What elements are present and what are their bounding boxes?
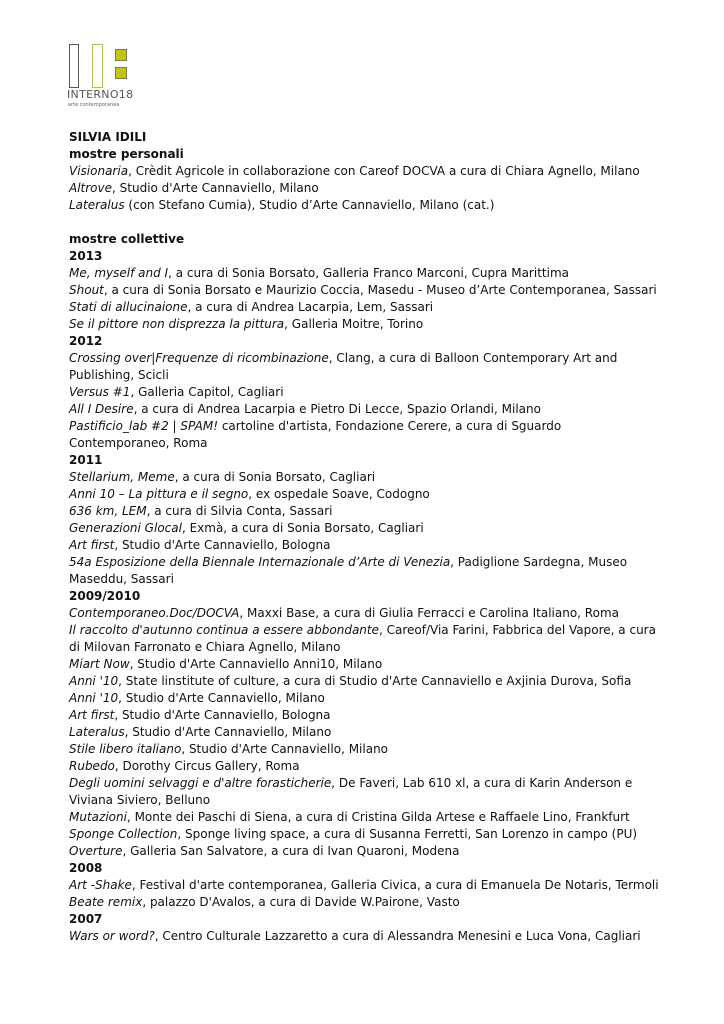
exhibition-title: 636 km, LEM <box>69 504 147 518</box>
year-heading: 2008 <box>69 861 103 875</box>
exhibition-entry <box>69 520 659 537</box>
exhibition-details: , Studio d'Arte Cannaviello, Bologna <box>114 708 331 722</box>
exhibition-details: , Studio d'Arte Cannaviello, Bologna <box>114 538 331 552</box>
exhibition-details: , a cura di Silvia Conta, Sassari <box>146 504 333 518</box>
exhibition-details: , Centro Culturale Lazzaretto a cura di Alessandra Menesini e Luca Vona, Cagliari <box>154 929 641 943</box>
exhibition-title: Generazioni Glocal <box>69 521 182 535</box>
exhibition-details: , Padiglione Sardegna, Museo Maseddu, Sassari <box>69 555 628 586</box>
exhibition-details: , Studio d'Arte Cannaviello Anni10, Milano <box>129 657 383 671</box>
exhibition-entry <box>69 707 659 724</box>
exhibition-title: Miart Now <box>69 657 130 671</box>
exhibition-title: Stellarium, Meme <box>69 470 175 484</box>
exhibition-entry <box>69 350 659 384</box>
exhibition-entry <box>69 384 659 401</box>
exhibition-entry <box>69 265 659 282</box>
exhibition-entry <box>69 197 659 214</box>
exhibition-entry <box>69 418 659 452</box>
exhibition-entry <box>69 622 659 656</box>
logo-subtitle: arte contemporanea <box>68 102 120 108</box>
year-heading: 2011 <box>69 453 103 467</box>
exhibition-entry <box>69 401 659 418</box>
exhibition-details: , Galleria San Salvatore, a cura di Ivan Quaroni, Modena <box>122 844 460 858</box>
exhibition-title: Pastificio_lab #2 | SPAM! <box>69 419 219 433</box>
exhibition-title: Stati di allucinaione <box>69 300 188 314</box>
exhibition-title: Anni '10 <box>69 691 119 705</box>
exhibition-title: Overture <box>69 844 123 858</box>
exhibition-entry <box>69 724 659 741</box>
exhibition-title: Art -Shake <box>69 878 132 892</box>
exhibition-title: Se il pittore non disprezza la pittura <box>69 317 285 331</box>
exhibition-details: , Clang, a cura di Balloon Contemporary Art and Publishing, Scicli <box>69 351 618 382</box>
year-heading: 2013 <box>69 249 103 263</box>
exhibition-entry <box>69 163 659 180</box>
personal-heading: mostre personali <box>69 147 184 161</box>
exhibition-details: cartoline d'artista, Fondazione Cerere, a cura di Sguardo Contemporaneo, Roma <box>69 419 562 450</box>
logo-square-top <box>115 49 127 61</box>
exhibition-entry <box>69 673 659 690</box>
exhibition-entry <box>69 843 659 860</box>
exhibition-entry <box>69 282 659 299</box>
exhibition-title: Shout <box>69 283 104 297</box>
exhibition-title: Contemporaneo.Doc/DOCVA <box>69 606 240 620</box>
exhibition-entry <box>69 809 659 826</box>
exhibition-details: (con Stefano Cumia), Studio d’Arte Cannaviello, Milano (cat.) <box>124 198 495 212</box>
logo-bar-gray <box>69 44 79 88</box>
personal-exhibitions-list <box>69 163 659 214</box>
exhibition-entry <box>69 469 659 486</box>
exhibition-title: Rubedo <box>69 759 115 773</box>
exhibition-title: Art first <box>69 538 115 552</box>
exhibition-entry <box>69 605 659 622</box>
group-exhibitions-list <box>69 248 659 945</box>
exhibition-title: Stile libero italiano <box>69 742 182 756</box>
exhibition-entry <box>69 180 659 197</box>
exhibition-entry <box>69 894 659 911</box>
exhibition-title: All I Desire <box>69 402 134 416</box>
cv-content <box>69 129 659 945</box>
year-heading: 2007 <box>69 912 103 926</box>
exhibition-details: , Galleria Capitol, Cagliari <box>130 385 284 399</box>
exhibition-entry <box>69 826 659 843</box>
exhibition-details: , ex ospedale Soave, Codogno <box>248 487 430 501</box>
exhibition-details: , Galleria Moitre, Torino <box>284 317 424 331</box>
exhibition-entry <box>69 690 659 707</box>
exhibition-entry <box>69 758 659 775</box>
exhibition-entry <box>69 503 659 520</box>
exhibition-entry <box>69 928 659 945</box>
exhibition-title: Anni 10 – La pittura e il segno <box>69 487 249 501</box>
year-heading: 2012 <box>69 334 103 348</box>
exhibition-title: Me, myself and I <box>69 266 169 280</box>
exhibition-entry <box>69 877 659 894</box>
exhibition-entry <box>69 741 659 758</box>
exhibition-title: Altrove <box>69 181 113 195</box>
group-heading: mostre collettive <box>69 232 185 246</box>
exhibition-title: Visionaria <box>69 164 129 178</box>
exhibition-details: , Festival d'arte contemporanea, Galleria Civica, a cura di Emanuela De Notaris, Termoli <box>131 878 659 892</box>
exhibition-details: , a cura di Sonia Borsato, Galleria Franco Marconi, Cupra Marittima <box>168 266 569 280</box>
exhibition-entry <box>69 486 659 503</box>
exhibition-title: Lateralus <box>69 725 125 739</box>
logo-square-bottom <box>115 67 127 79</box>
logo-bar-yellow <box>92 44 103 88</box>
gallery-logo <box>67 42 157 112</box>
exhibition-title: Mutazioni <box>69 810 127 824</box>
exhibition-details: , Studio d'Arte Cannaviello, Milano <box>118 691 325 705</box>
exhibition-details: , Sponge living space, a cura di Susanna Ferretti, San Lorenzo in campo (PU) <box>177 827 638 841</box>
exhibition-details: , a cura di Andrea Lacarpia e Pietro Di Lecce, Spazio Orlandi, Milano <box>133 402 541 416</box>
exhibition-title: Wars or word? <box>69 929 155 943</box>
exhibition-entry <box>69 775 659 809</box>
exhibition-details: , Dorothy Circus Gallery, Roma <box>114 759 300 773</box>
exhibition-details: , a cura di Andrea Lacarpia, Lem, Sassari <box>187 300 434 314</box>
exhibition-title: Versus #1 <box>69 385 131 399</box>
exhibition-details: , a cura di Sonia Borsato e Maurizio Coccia, Masedu - Museo d’Arte Contemporanea, Sassari <box>103 283 657 297</box>
exhibition-title: Beate remix <box>69 895 143 909</box>
exhibition-title: Lateralus <box>69 198 125 212</box>
exhibition-details: , Exmà, a cura di Sonia Borsato, Cagliari <box>181 521 424 535</box>
exhibition-details: , Monte dei Paschi di Siena, a cura di Cristina Gilda Artese e Raffaele Lino, Frankfurt <box>126 810 630 824</box>
logo-brand: INTERNO18 <box>67 88 134 101</box>
exhibition-title: Anni '10 <box>69 674 119 688</box>
exhibition-details: , Maxxi Base, a cura di Giulia Ferracci e Carolina Italiano, Roma <box>239 606 619 620</box>
exhibition-entry <box>69 656 659 673</box>
exhibition-details: , a cura di Sonia Borsato, Cagliari <box>174 470 376 484</box>
exhibition-entry <box>69 316 659 333</box>
exhibition-details: , State linstitute of culture, a cura di Studio d'Arte Cannaviello e Axjinia Durova, Sofia <box>118 674 632 688</box>
exhibition-entry <box>69 537 659 554</box>
exhibition-title: Il raccolto d'autunno continua a essere abbondante <box>69 623 379 637</box>
exhibition-title: Degli uomini selvaggi e d'altre forasticherie <box>69 776 332 790</box>
exhibition-details: , Crèdit Agricole in collaborazione con Careof DOCVA a cura di Chiara Agnello, Milano <box>128 164 640 178</box>
exhibition-title: Crossing over|Frequenze di ricombinazione <box>69 351 329 365</box>
exhibition-details: , Studio d'Arte Cannaviello, Milano <box>112 181 319 195</box>
exhibition-title: Sponge Collection <box>69 827 178 841</box>
exhibition-entry <box>69 554 659 588</box>
exhibition-details: , Careof/Via Farini, Fabbrica del Vapore, a cura di Milovan Farronato e Chiara Agnello, Milano <box>69 623 656 654</box>
exhibition-details: , palazzo D'Avalos, a cura di Davide W.Pairone, Vasto <box>142 895 460 909</box>
exhibition-details: , De Faveri, Lab 610 xl, a cura di Karin Anderson e Viviana Siviero, Belluno <box>69 776 633 807</box>
exhibition-title: Art first <box>69 708 115 722</box>
exhibition-title: 54a Esposizione della Biennale Internazionale d’Arte di Venezia <box>69 555 451 569</box>
exhibition-entry <box>69 299 659 316</box>
exhibition-details: , Studio d'Arte Cannaviello, Milano <box>181 742 389 756</box>
artist-name: SILVIA IDILI <box>69 130 147 144</box>
year-heading: 2009/2010 <box>69 589 141 603</box>
exhibition-details: , Studio d'Arte Cannaviello, Milano <box>124 725 332 739</box>
